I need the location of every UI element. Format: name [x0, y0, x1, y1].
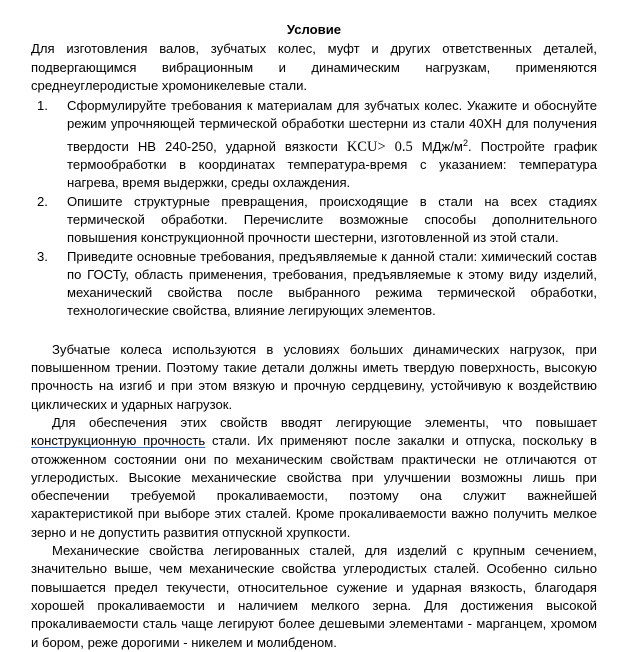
list-item: [31, 193, 597, 248]
list-item: [31, 97, 597, 192]
intro-paragraph: Для изготовления валов, зубчатых колес, муфт и других ответственных деталей, подвергающимся вибрационным и динамическим нагрузкам, применяются среднеуглеродистые хромоникелевые стали.: [31, 41, 597, 93]
task-list: [31, 97, 597, 321]
list-number: 2.: [37, 193, 48, 209]
list-number: 3.: [37, 248, 48, 264]
task-text: Сформулируйте требования к материалам для зубчатых колес. Укажите и обоснуйте режим упрочняющей термической обработки шестерни из стали 40ХН для получения твердости НВ 240-250, ударной вязкости KCU> 0.5 МДж/$м^2$. Постройте график термообработки в координатах температура-время с указанием: температура нагрева, время выдержки, среды охлаждения.: [67, 98, 598, 191]
spacer: [31, 321, 597, 341]
task-text: Опишите структурные превращения, происходящие в стали на всех стадиях термической обработки. Перечислите возможные способы дополнительного повышения конструкционной прочности шестерни, изготовленной из этой стали.: [67, 193, 597, 246]
list-number: 1.: [37, 98, 48, 114]
unit-exponent: 2: [462, 137, 468, 148]
section-title: Условие: [286, 22, 342, 37]
unit: МДж/м: [412, 138, 463, 154]
answer-paragraph: Для обеспечения этих свойств вводят легирующие элементы, что повышает конструкционную прочность стали. Их применяют после закалки и отпуска, поскольку в отожженном состоянии они по механическим свойствам практически не отличаются от углеродистых. Высокие механические свойства при улучшении возможны лишь при обеспечении требуемой прокаливаемости, поэтому она служит важнейшей характеристикой при выборе этих сталей. Кроме прокаливаемости важно получить мелкое зерно и не допустить развития отпускной хрупкости.: [31, 414, 597, 540]
answer-paragraph: Механические свойства легированных сталей, для изделий с крупным сечением, значительно выше, чем механические свойства углеродистых сталей. Особенно сильно повышается предел текучести, относительное сужение и ударная вязкость, благодаря хорошей прокаливаемости и наличием мелкого зерна. Для достижения высокой прокаливаемости сталь чаще легируют более дешевыми элементами - марганцем, хромом и бором, реже дорогими - никелем и молибденом.: [31, 543, 597, 650]
answer-paragraph: Зубчатые колеса используются в условиях больших динамических нагрузок, при повышенном трении. Поэтому такие детали должны иметь твердую поверхность, высокую прочность на изгиб и при этом вязкую и прочную сердцевину, устойчивую к воздействию циклических и ударных нагрузок.: [31, 341, 597, 412]
list-item: [31, 248, 597, 321]
task-text: Приведите основные требования, предъявляемые к данной стали: химический состав по ГОСТу, область применения, требования, предъявляемые к этому виду изделий, механический свойства после выбранного режима термической обработки, технологические свойства, влияние легирующих элементов.: [67, 248, 597, 319]
strength-link[interactable]: конструкционную прочность: [31, 433, 206, 449]
document-page: [31, 21, 597, 652]
kcu-formula: KCU> 0.5: [346, 138, 413, 155]
